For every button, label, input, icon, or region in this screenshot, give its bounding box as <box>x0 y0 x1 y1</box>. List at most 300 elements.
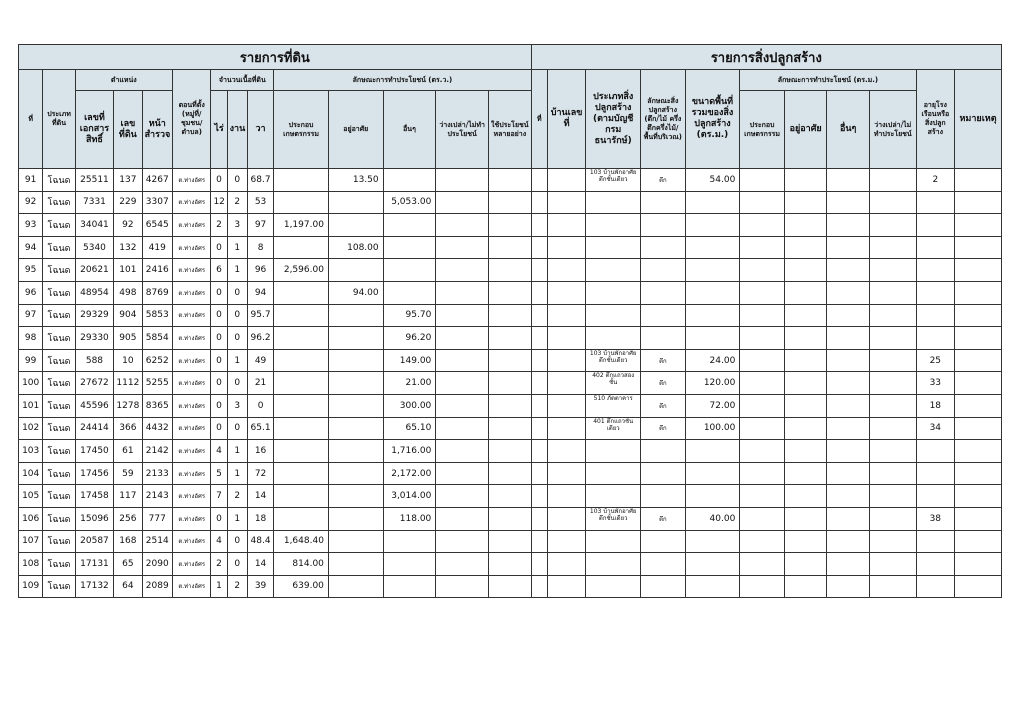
row-building-other <box>827 214 870 237</box>
row-building-character <box>641 304 686 327</box>
row-multi-use <box>488 259 531 282</box>
row-building-age: 38 <box>916 507 954 530</box>
row-other <box>383 553 436 576</box>
row-building-agri <box>740 530 785 553</box>
row-survey-page: 4267 <box>142 169 172 192</box>
table-row <box>19 349 1002 372</box>
row-building-no <box>531 507 547 530</box>
row-no: 96 <box>19 281 43 304</box>
row-building-character <box>641 191 686 214</box>
row-rai: 7 <box>211 485 227 508</box>
row-location: ต.ท่างอัศร <box>172 507 210 530</box>
row-remark <box>955 281 1002 304</box>
row-building-area <box>685 327 740 350</box>
row-building-other <box>827 169 870 192</box>
row-rai: 0 <box>211 417 227 440</box>
row-agri: 639.00 <box>274 575 329 598</box>
row-residential: 13.50 <box>328 169 383 192</box>
row-residential: 108.00 <box>328 236 383 259</box>
row-building-age <box>916 462 954 485</box>
row-residential <box>328 214 383 237</box>
row-remark <box>955 417 1002 440</box>
row-building-other <box>827 372 870 395</box>
row-building-age <box>916 530 954 553</box>
row-ngan: 0 <box>227 169 247 192</box>
row-remark <box>955 327 1002 350</box>
row-multi-use <box>488 417 531 440</box>
row-building-character: ตึก <box>641 507 686 530</box>
row-land-no: 137 <box>114 169 142 192</box>
header-remark: หมายเหตุ <box>955 70 1002 169</box>
row-remark <box>955 349 1002 372</box>
row-building-no <box>531 304 547 327</box>
row-residential <box>328 349 383 372</box>
row-ngan: 1 <box>227 462 247 485</box>
row-no: 92 <box>19 191 43 214</box>
header-building-no: ที่ <box>531 70 547 169</box>
row-building-residential <box>784 530 827 553</box>
row-land-no: 117 <box>114 485 142 508</box>
row-wa: 95.7 <box>247 304 273 327</box>
row-building-no <box>531 169 547 192</box>
row-agri <box>274 372 329 395</box>
row-ngan: 0 <box>227 327 247 350</box>
row-building-other <box>827 530 870 553</box>
row-remark <box>955 236 1002 259</box>
row-doc-no: 17450 <box>75 440 113 463</box>
row-doc-no: 29330 <box>75 327 113 350</box>
row-wa: 48.4 <box>247 530 273 553</box>
row-survey-page: 5854 <box>142 327 172 350</box>
row-building-type <box>586 440 641 463</box>
row-building-vacant <box>869 394 916 417</box>
row-ngan: 3 <box>227 214 247 237</box>
row-building-vacant <box>869 575 916 598</box>
row-remark <box>955 394 1002 417</box>
row-vacant <box>436 349 489 372</box>
row-rai: 0 <box>211 281 227 304</box>
row-multi-use <box>488 575 531 598</box>
row-rai: 0 <box>211 304 227 327</box>
row-building-type <box>586 304 641 327</box>
row-building-type: 103 บ้านพักอาศัยตึกชั้นเดียว <box>586 349 641 372</box>
row-building-character: ตึก <box>641 349 686 372</box>
row-wa: 14 <box>247 553 273 576</box>
row-agri <box>274 169 329 192</box>
row-land-no: 61 <box>114 440 142 463</box>
row-building-character: ตึก <box>641 394 686 417</box>
row-residential <box>328 191 383 214</box>
row-ngan: 0 <box>227 553 247 576</box>
table-row <box>19 507 1002 530</box>
row-location: ต.ท่างอัศร <box>172 394 210 417</box>
row-rai: 4 <box>211 440 227 463</box>
row-building-residential <box>784 462 827 485</box>
row-building-other <box>827 259 870 282</box>
row-residential <box>328 394 383 417</box>
header-ngan: งาน <box>227 91 247 169</box>
row-vacant <box>436 372 489 395</box>
row-building-area <box>685 462 740 485</box>
row-building-character: ตึก <box>641 372 686 395</box>
row-location: ต.ท่างอัศร <box>172 485 210 508</box>
row-agri <box>274 394 329 417</box>
row-building-agri <box>740 169 785 192</box>
row-building-age: 33 <box>916 372 954 395</box>
row-building-vacant <box>869 327 916 350</box>
register-rows <box>19 169 1002 598</box>
row-rai: 4 <box>211 530 227 553</box>
row-house-no <box>547 530 585 553</box>
row-building-other <box>827 236 870 259</box>
row-wa: 53 <box>247 191 273 214</box>
row-building-vacant <box>869 507 916 530</box>
row-ngan: 0 <box>227 304 247 327</box>
row-other: 3,014.00 <box>383 485 436 508</box>
row-no: 91 <box>19 169 43 192</box>
row-building-character <box>641 327 686 350</box>
row-wa: 14 <box>247 485 273 508</box>
row-building-character <box>641 553 686 576</box>
row-building-residential <box>784 485 827 508</box>
row-multi-use <box>488 304 531 327</box>
row-remark <box>955 169 1002 192</box>
row-agri <box>274 507 329 530</box>
row-building-area <box>685 440 740 463</box>
row-house-no <box>547 349 585 372</box>
row-residential <box>328 259 383 282</box>
row-location: ต.ท่างอัศร <box>172 553 210 576</box>
row-building-character <box>641 530 686 553</box>
header-multi-use: ใช้ประโยชน์หลายอย่าง <box>488 91 531 169</box>
row-location: ต.ท่างอัศร <box>172 214 210 237</box>
row-building-area: 100.00 <box>685 417 740 440</box>
row-multi-use <box>488 553 531 576</box>
header-land-no: เลขที่ดิน <box>114 91 142 169</box>
row-building-type <box>586 485 641 508</box>
row-no: 98 <box>19 327 43 350</box>
row-wa: 8 <box>247 236 273 259</box>
row-building-type: 401 ตึกแถวชั้นเดียว <box>586 417 641 440</box>
row-house-no <box>547 440 585 463</box>
row-location: ต.ท่างอัศร <box>172 327 210 350</box>
row-rai: 0 <box>211 372 227 395</box>
row-building-type <box>586 553 641 576</box>
row-location: ต.ท่างอัศร <box>172 417 210 440</box>
row-building-age <box>916 485 954 508</box>
row-ngan: 3 <box>227 394 247 417</box>
row-land-no: 1278 <box>114 394 142 417</box>
row-doc-no: 24414 <box>75 417 113 440</box>
row-survey-page: 4432 <box>142 417 172 440</box>
row-building-age <box>916 236 954 259</box>
row-agri <box>274 281 329 304</box>
row-building-vacant <box>869 372 916 395</box>
row-building-area <box>685 530 740 553</box>
row-building-no <box>531 394 547 417</box>
header-land-located: ตอนที่ตั้ง (หมู่ที่/ชุมชน/ตำบล) <box>172 70 210 169</box>
row-residential <box>328 327 383 350</box>
row-building-area <box>685 259 740 282</box>
header-location: ตำแหน่ง <box>75 70 172 91</box>
row-building-area <box>685 304 740 327</box>
row-rai: 5 <box>211 462 227 485</box>
row-rai: 0 <box>211 236 227 259</box>
row-building-agri <box>740 485 785 508</box>
row-no: 108 <box>19 553 43 576</box>
row-no: 101 <box>19 394 43 417</box>
row-building-agri <box>740 553 785 576</box>
row-rai: 0 <box>211 349 227 372</box>
row-building-residential <box>784 553 827 576</box>
header-building-area: ขนาดพื้นที่รวมของสิ่งปลูกสร้าง (ตร.ม.) <box>685 70 740 169</box>
row-land-no: 10 <box>114 349 142 372</box>
row-remark <box>955 530 1002 553</box>
row-building-type <box>586 214 641 237</box>
row-other <box>383 281 436 304</box>
row-building-other <box>827 281 870 304</box>
row-building-type <box>586 281 641 304</box>
header-doc-no: เลขที่เอกสารสิทธิ์ <box>75 91 113 169</box>
row-doc-no: 17131 <box>75 553 113 576</box>
row-wa: 96.2 <box>247 327 273 350</box>
row-agri <box>274 417 329 440</box>
row-building-residential <box>784 214 827 237</box>
row-other <box>383 575 436 598</box>
row-land-no: 64 <box>114 575 142 598</box>
row-land-type: โฉนด <box>43 304 75 327</box>
row-building-area: 54.00 <box>685 169 740 192</box>
row-building-residential <box>784 236 827 259</box>
row-survey-page: 2089 <box>142 575 172 598</box>
row-no: 107 <box>19 530 43 553</box>
row-no: 109 <box>19 575 43 598</box>
row-building-residential <box>784 575 827 598</box>
row-house-no <box>547 327 585 350</box>
row-residential <box>328 372 383 395</box>
row-survey-page: 5853 <box>142 304 172 327</box>
row-house-no <box>547 394 585 417</box>
row-wa: 96 <box>247 259 273 282</box>
row-land-type: โฉนด <box>43 372 75 395</box>
row-building-character: ตึก <box>641 169 686 192</box>
row-doc-no: 29329 <box>75 304 113 327</box>
row-building-residential <box>784 372 827 395</box>
row-building-age <box>916 327 954 350</box>
row-residential: 94.00 <box>328 281 383 304</box>
row-building-residential <box>784 327 827 350</box>
row-rai: 0 <box>211 169 227 192</box>
row-agri <box>274 236 329 259</box>
row-wa: 68.7 <box>247 169 273 192</box>
row-remark <box>955 259 1002 282</box>
row-no: 104 <box>19 462 43 485</box>
row-building-agri <box>740 507 785 530</box>
row-no: 100 <box>19 372 43 395</box>
row-ngan: 2 <box>227 575 247 598</box>
row-no: 103 <box>19 440 43 463</box>
row-house-no <box>547 281 585 304</box>
row-agri: 1,197.00 <box>274 214 329 237</box>
row-doc-no: 25511 <box>75 169 113 192</box>
row-building-age <box>916 553 954 576</box>
row-building-other <box>827 394 870 417</box>
header-house-no: บ้านเลขที่ <box>547 70 585 169</box>
row-remark <box>955 507 1002 530</box>
row-land-no: 1112 <box>114 372 142 395</box>
row-land-no: 59 <box>114 462 142 485</box>
row-building-no <box>531 349 547 372</box>
row-multi-use <box>488 530 531 553</box>
row-ngan: 0 <box>227 530 247 553</box>
row-doc-no: 48954 <box>75 281 113 304</box>
row-building-agri <box>740 327 785 350</box>
row-land-no: 132 <box>114 236 142 259</box>
row-ngan: 1 <box>227 236 247 259</box>
header-land-use: ลักษณะการทำประโยชน์ (ตร.ว.) <box>274 70 531 91</box>
table-row <box>19 214 1002 237</box>
row-land-type: โฉนด <box>43 530 75 553</box>
row-land-type: โฉนด <box>43 507 75 530</box>
row-building-age <box>916 281 954 304</box>
row-agri: 814.00 <box>274 553 329 576</box>
row-building-area <box>685 236 740 259</box>
row-building-residential <box>784 191 827 214</box>
row-vacant <box>436 485 489 508</box>
row-wa: 0 <box>247 394 273 417</box>
table-row <box>19 259 1002 282</box>
row-building-vacant <box>869 236 916 259</box>
row-survey-page: 2514 <box>142 530 172 553</box>
row-building-area: 24.00 <box>685 349 740 372</box>
table-row <box>19 372 1002 395</box>
row-survey-page: 5255 <box>142 372 172 395</box>
row-land-no: 229 <box>114 191 142 214</box>
row-house-no <box>547 485 585 508</box>
row-survey-page: 6545 <box>142 214 172 237</box>
row-building-area <box>685 575 740 598</box>
row-ngan: 1 <box>227 507 247 530</box>
row-land-no: 92 <box>114 214 142 237</box>
row-house-no <box>547 236 585 259</box>
table-row <box>19 530 1002 553</box>
row-other: 118.00 <box>383 507 436 530</box>
row-land-type: โฉนด <box>43 281 75 304</box>
row-ngan: 0 <box>227 417 247 440</box>
row-wa: 65.1 <box>247 417 273 440</box>
table-row <box>19 575 1002 598</box>
row-building-no <box>531 191 547 214</box>
row-building-age: 2 <box>916 169 954 192</box>
row-multi-use <box>488 485 531 508</box>
row-building-other <box>827 304 870 327</box>
row-agri <box>274 191 329 214</box>
row-building-agri <box>740 417 785 440</box>
row-building-other <box>827 349 870 372</box>
table-row <box>19 236 1002 259</box>
row-wa: 39 <box>247 575 273 598</box>
row-vacant <box>436 553 489 576</box>
row-building-vacant <box>869 214 916 237</box>
row-other: 2,172.00 <box>383 462 436 485</box>
row-building-vacant <box>869 349 916 372</box>
row-remark <box>955 304 1002 327</box>
row-rai: 6 <box>211 259 227 282</box>
header-building-agri: ประกอบเกษตรกรรม <box>740 91 785 169</box>
row-building-agri <box>740 236 785 259</box>
row-rai: 12 <box>211 191 227 214</box>
row-no: 105 <box>19 485 43 508</box>
row-vacant <box>436 440 489 463</box>
row-building-residential <box>784 259 827 282</box>
row-land-no: 904 <box>114 304 142 327</box>
row-building-residential <box>784 169 827 192</box>
row-residential <box>328 530 383 553</box>
row-multi-use <box>488 327 531 350</box>
row-building-agri <box>740 394 785 417</box>
row-residential <box>328 485 383 508</box>
row-land-type: โฉนด <box>43 485 75 508</box>
row-house-no <box>547 462 585 485</box>
row-agri <box>274 304 329 327</box>
header-building-residential: อยู่อาศัย <box>784 91 827 169</box>
row-building-residential <box>784 394 827 417</box>
row-location: ต.ท่างอัศร <box>172 462 210 485</box>
row-building-area: 120.00 <box>685 372 740 395</box>
row-rai: 2 <box>211 553 227 576</box>
row-vacant <box>436 394 489 417</box>
row-agri: 2,596.00 <box>274 259 329 282</box>
header-building-character: ลักษณะสิ่งปลูกสร้าง (ตึก/ไม้ ครึ่งตึกครึ่งไม้/ พื้นที่บริเวณ) <box>641 70 686 169</box>
header-wa: วา <box>247 91 273 169</box>
row-building-vacant <box>869 553 916 576</box>
row-location: ต.ท่างอัศร <box>172 259 210 282</box>
row-location: ต.ท่างอัศร <box>172 304 210 327</box>
row-building-character <box>641 259 686 282</box>
row-other: 95.70 <box>383 304 436 327</box>
row-ngan: 1 <box>227 259 247 282</box>
row-building-no <box>531 281 547 304</box>
row-wa: 49 <box>247 349 273 372</box>
row-other <box>383 236 436 259</box>
row-remark <box>955 553 1002 576</box>
row-house-no <box>547 417 585 440</box>
header-rai: ไร่ <box>211 91 227 169</box>
row-other: 65.10 <box>383 417 436 440</box>
row-building-agri <box>740 214 785 237</box>
row-survey-page: 2143 <box>142 485 172 508</box>
row-building-type: 103 บ้านพักอาศัยตึกชั้นเดียว <box>586 169 641 192</box>
row-vacant <box>436 417 489 440</box>
row-location: ต.ท่างอัศร <box>172 440 210 463</box>
row-agri: 1,648.40 <box>274 530 329 553</box>
row-residential <box>328 462 383 485</box>
row-building-character <box>641 236 686 259</box>
row-building-residential <box>784 281 827 304</box>
row-other <box>383 214 436 237</box>
row-building-agri <box>740 259 785 282</box>
row-building-agri <box>740 281 785 304</box>
row-building-vacant <box>869 530 916 553</box>
row-ngan: 2 <box>227 191 247 214</box>
row-building-residential <box>784 417 827 440</box>
row-vacant <box>436 507 489 530</box>
row-no: 94 <box>19 236 43 259</box>
row-multi-use <box>488 169 531 192</box>
row-doc-no: 20621 <box>75 259 113 282</box>
row-doc-no: 5340 <box>75 236 113 259</box>
row-building-no <box>531 327 547 350</box>
